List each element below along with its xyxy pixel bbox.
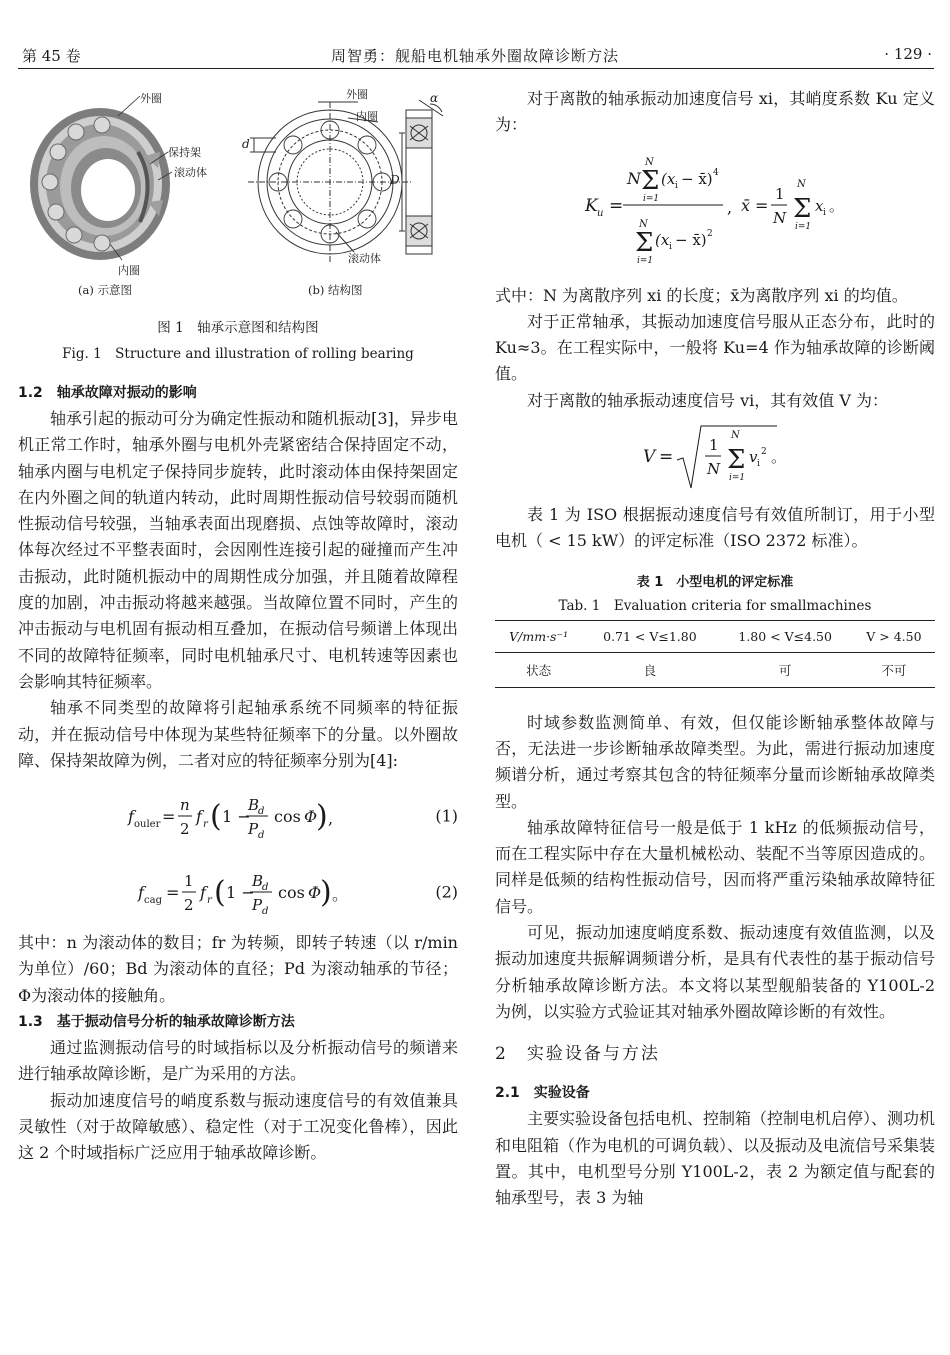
paragraph-rms-intro: 对于离散的轴承振动速度信号 vi，其有效值 V 为： (527, 390, 888, 410)
figure-1-caption-cn: 图 1 轴承示意图和结构图 (157, 320, 319, 336)
svg-text:Σ: Σ (641, 165, 660, 196)
table-1-title-cn: 表 1 小型电机的评定标准 (636, 574, 794, 590)
subcaption-b: (b) 结构图 (308, 283, 363, 297)
svg-text:d: d (258, 806, 265, 818)
table-cell: 可 (778, 662, 792, 678)
svg-text:1: 1 (775, 184, 785, 203)
right-column (495, 86, 935, 1211)
svg-text:− x̄): − x̄) (681, 169, 713, 188)
table-row (495, 652, 935, 687)
svg-text:P: P (248, 820, 259, 839)
svg-text:d: d (262, 906, 269, 918)
table-cell: 良 (643, 662, 657, 678)
svg-text:=: = (162, 807, 176, 827)
svg-text:i: i (675, 180, 678, 191)
svg-text:r: r (203, 819, 208, 831)
svg-text:i: i (669, 241, 672, 252)
label-cage: 保持架 (168, 146, 201, 159)
label-D: D (390, 173, 400, 187)
svg-text:2: 2 (761, 447, 767, 458)
svg-text:− x̄): − x̄) (675, 230, 707, 249)
svg-text:N: N (645, 156, 654, 168)
svg-text:N: N (627, 168, 641, 188)
svg-text:1: 1 (184, 872, 194, 891)
svg-text:N: N (707, 460, 721, 479)
svg-text:(x: (x (655, 230, 670, 249)
label-rolling-element-a: 滚动体 (174, 166, 207, 179)
svg-text:Σ: Σ (727, 445, 746, 476)
svg-text:x: x (815, 196, 824, 215)
svg-text:cag: cag (144, 895, 162, 907)
paragraph-kurtosis-intro: 对于离散的轴承振动加速度信号 xi，其峭度系数 Ku 定义为： (495, 89, 935, 135)
svg-text:。: 。 (829, 196, 845, 215)
subcaption-a: (a) 示意图 (78, 283, 132, 297)
svg-text:=: = (755, 195, 769, 215)
svg-text:i=1: i=1 (637, 255, 654, 266)
bearing-illustration (30, 108, 170, 260)
label-inner-ring-a: 内圈 (118, 264, 140, 277)
running-title: 周智勇：舰船电机轴承外圈故障诊断方法 (330, 47, 619, 65)
equation-1-formula (118, 780, 478, 852)
paragraph-normal-bearing: 对于正常轴承，其振动加速度信号服从正态分布，此时的 Ku≈3。在工程实际中，一般将 Ku=4 作为轴承故障的诊断阈值。 (495, 311, 935, 384)
paragraph-equipment: 主要实验设备包括电机、控制箱（控制电机启停）、测功机和电阻箱（作为电机的可调负载）、以及振动及电流信号采集装置。其中，电机型号分别 Y100L-2，表 2 为额定值与配套的轴承型号，表 3 为轴 (495, 1109, 936, 1208)
svg-text:Σ: Σ (635, 227, 654, 258)
svg-text:。: 。 (771, 448, 787, 467)
svg-text:i=1: i=1 (643, 193, 660, 204)
volume-label: 第 45 卷 (22, 47, 81, 65)
svg-text:2: 2 (184, 896, 194, 915)
svg-text:n: n (180, 796, 190, 815)
table-1 (495, 620, 935, 688)
paragraph-1-3-b: 振动加速度信号的峭度系数与振动速度信号的有效值兼具灵敏性（对于故障敏感）、稳定性（对于工况变化鲁棒），因此这 2 个时域指标广泛应用于轴承故障诊断。 (18, 1090, 458, 1163)
svg-text:(x: (x (661, 169, 676, 188)
kurtosis-formula (495, 139, 935, 269)
svg-text:x̄: x̄ (741, 195, 751, 215)
left-column (18, 82, 458, 1167)
label-outer-ring-a: 外圈 (140, 92, 162, 105)
bearing-structure-drawing (248, 100, 443, 262)
svg-text:r: r (207, 895, 212, 907)
svg-text:P: P (252, 896, 263, 915)
svg-text:(: ( (210, 799, 222, 835)
label-alpha: α (430, 91, 439, 105)
svg-text:Σ: Σ (793, 193, 812, 224)
svg-text:=: = (659, 447, 674, 468)
table-header-row (495, 620, 935, 652)
label-d: d (242, 137, 250, 151)
equation-1-number: (1) (435, 806, 458, 826)
svg-text:=: = (609, 195, 624, 216)
figure-1-caption-en: Fig. 1 Structure and illustration of rolling bearing (62, 346, 414, 362)
svg-text:(: ( (214, 875, 226, 911)
table-cell: 不可 (881, 662, 907, 678)
svg-text:ouler: ouler (134, 819, 161, 831)
paragraph-1-2-b: 轴承不同类型的故障将引起轴承系统不同频率的特征振动，并在振动信号中体现为某些特征频率下的分量。以外圈故障、保持架故障为例，二者对应的特征频率分别为[4]: (18, 698, 458, 770)
section-2-heading: 2 实验设备与方法 (495, 1044, 660, 1065)
svg-text:i=1: i=1 (795, 221, 812, 232)
table-header-cell: 1.80 < V≤4.50 (738, 628, 832, 644)
running-header (0, 0, 950, 66)
svg-text:2: 2 (180, 820, 190, 839)
svg-text:B: B (248, 796, 260, 815)
header-rule (18, 68, 934, 69)
svg-text:Φ: Φ (308, 883, 322, 903)
equation-2 (18, 856, 458, 928)
svg-text:Φ: Φ (304, 807, 318, 827)
svg-text:d: d (258, 830, 265, 842)
svg-text:=: = (166, 883, 180, 903)
svg-text:): ) (316, 799, 328, 835)
svg-text:N: N (797, 178, 806, 190)
svg-text:,: , (727, 197, 733, 217)
svg-text:1 −: 1 − (222, 807, 251, 827)
bearing-figure (18, 82, 458, 312)
svg-text:cos: cos (278, 883, 305, 903)
equation-rms (495, 414, 935, 498)
svg-text:1: 1 (709, 436, 719, 455)
label-rolling-element-b: 滚动体 (348, 252, 381, 265)
svg-text:i=1: i=1 (729, 473, 746, 484)
svg-text:。: 。 (332, 885, 349, 905)
svg-text:,: , (328, 809, 334, 829)
svg-text:i: i (823, 207, 826, 218)
equation-2-formula (128, 856, 488, 928)
svg-text:f: f (138, 883, 144, 903)
label-outer-ring-b: 外圈 (346, 88, 368, 101)
svg-text:d: d (262, 882, 269, 894)
section-1-2-heading: 1.2 轴承故障对振动的影响 (18, 385, 197, 401)
equation-kurtosis (495, 139, 935, 269)
paragraph-low-frequency: 轴承故障特征信号一般是低于 1 kHz 的低频振动信号，而在工程实际中存在大量机械松动、装配不当等原因造成的。同样是低频的结构性振动信号，因而将严重污染轴承故障特征信号。 (495, 817, 935, 916)
page-number: · 129 · (884, 45, 932, 63)
svg-text:cos: cos (274, 807, 301, 827)
table-header-cell: V > 4.50 (866, 628, 922, 644)
svg-text:f: f (200, 883, 206, 903)
svg-text:f: f (128, 807, 134, 827)
svg-text:1 −: 1 − (226, 883, 255, 903)
table-header-cell: V/mm·s⁻¹ (509, 628, 569, 644)
svg-text:N: N (639, 218, 648, 230)
paragraph-variable-definitions: 其中：n 为滚动体的数目；fr 为转频，即转子转速（以 r/min 为单位）/60；Bd 为滚动体的直径；Pd 为滚动轴承的节径；Φ为滚动体的接触角。 (18, 933, 458, 1005)
equation-2-number: (2) (435, 882, 458, 902)
svg-text:v: v (749, 448, 758, 467)
svg-text:f: f (196, 807, 202, 827)
table-header-cell: 0.71 < V≤1.80 (603, 628, 697, 644)
svg-text:4: 4 (713, 167, 719, 178)
equation-1 (18, 780, 458, 852)
svg-text:2: 2 (707, 228, 713, 239)
svg-text:N: N (731, 430, 740, 442)
section-1-3-heading: 1.3 基于振动信号分析的轴承故障诊断方法 (18, 1014, 295, 1031)
paragraph-1-3-a: 通过监测振动信号的时域指标以及分析振动信号的频谱来进行轴承故障诊断，是广为采用的方法。 (18, 1038, 458, 1084)
paragraph-spectrum-analysis: 时域参数监测简单、有效，但仅能诊断轴承整体故障与否，无法进一步诊断轴承故障类型。为此，需进行振动加速度频谱分析，通过考察其包含的特征频率分量而诊断轴承故障类型。 (495, 712, 935, 811)
paragraph-summary: 可见，振动加速度峭度系数、振动速度有效值监测，以及振动加速度共振解调频谱分析，是具有代表性的基于振动信号分析轴承故障诊断方法。本文将以某型舰船装备的 Y100L-2 为例，以实验方式验证其对轴承外圈故障诊断的有效性。 (495, 923, 935, 1021)
svg-text:V: V (643, 447, 656, 468)
svg-text:i: i (757, 459, 760, 470)
rms-formula (495, 414, 935, 498)
figure-1 (18, 82, 458, 312)
svg-text:): ) (320, 875, 332, 911)
svg-text:N: N (773, 208, 787, 227)
table-1-title-en: Tab. 1 Evaluation criteria for smallmachines (558, 597, 872, 614)
svg-text:u: u (597, 207, 604, 219)
section-2-1-heading: 2.1 实验设备 (495, 1085, 590, 1102)
label-inner-ring-b: 内圈 (356, 110, 378, 123)
svg-text:B: B (252, 872, 264, 891)
table-cell: 状态 (526, 662, 552, 678)
paragraph-1-2-a: 轴承引起的振动可分为确定性振动和随机振动[3]，异步电机正常工作时，轴承外圈与电机外壳紧密结合保持固定不动，轴承内圈与电机定子保持同步旋转，此时滚动体由保持架固定在内外圈之间的轨道内转动，此时周期性振动信号较弱而随机性振动信号较强，当轴承表面出现磨损、点蚀等故障时，滚动体每次经过不平整表面时，会因刚性连接引起的碰撞而产生冲击振动，此时随机振动中的周期性成分加强，并且随着故障程度的加剧，冲击振动将越来越强。当故障位置不同时，产生的冲击振动与电机固有振动相互叠加，在振动信号频谱上体现出不同的故障特征频率，同时电机轴承尺寸、电机转速等因素也会影响其特征频率。 (18, 409, 458, 691)
paragraph-kurtosis-notes: 式中：N 为离散序列 xi 的长度；x̄为离散序列 xi 的均值。 (495, 285, 908, 305)
svg-text:K: K (585, 195, 598, 216)
paragraph-iso-standard: 表 1 为 ISO 根据振动速度信号有效值所制订，用于小型电机（ < 15 kW）的评定标准（ISO 2372 标准）。 (495, 505, 935, 551)
